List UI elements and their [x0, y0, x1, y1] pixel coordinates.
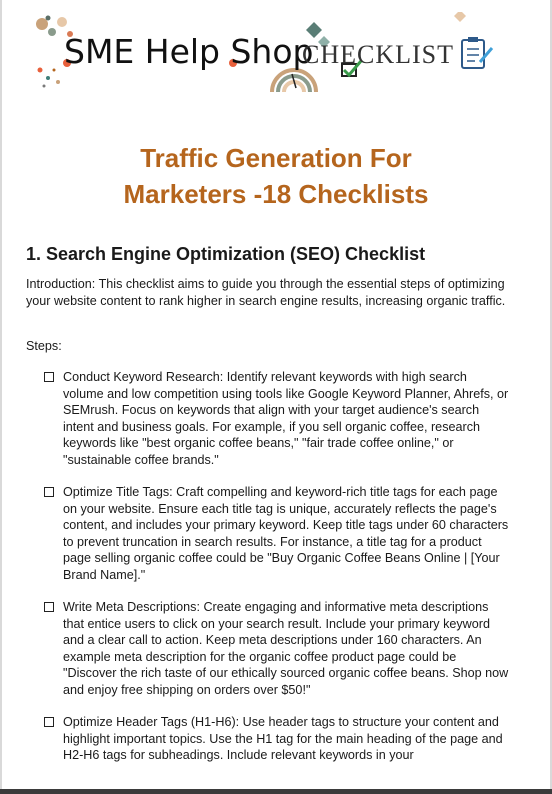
checkbox-icon[interactable] — [44, 602, 54, 612]
checkbox-icon[interactable] — [44, 717, 54, 727]
item-text: Craft compelling and keyword-rich title tags for each page on your website. Ensure each title tag is unique, accurately reflects the page's content, and includes your primary keyword. Keep title tags under 60 characters to prevent truncation in search results. For instance, a title tag for a product page selling organic coffee could be "Buy Organic Coffee Beans Online | [Your Brand Name]." — [63, 485, 509, 582]
page-edge-left — [0, 0, 2, 794]
page-title — [0, 140, 552, 212]
bottom-bar — [0, 789, 552, 794]
checkbox-icon[interactable] — [44, 487, 54, 497]
intro-label: Introduction: — [26, 277, 96, 291]
item-text: Identify relevant keywords with high search volume and low competition using tools like Google Keyword Planner, Ahrefs, or SEMrush. Focus on keywords that align with your target audience's search intent and business goals. For example, if you sell organic coffee, research keywords like "best organic coffee beans," "fair trade coffee online," or "sustainable coffee brands." — [63, 370, 509, 467]
checkbox-icon[interactable] — [44, 372, 54, 382]
header-logo — [34, 12, 504, 100]
item-text: Create engaging and informative meta descriptions that entice users to click on your search result. Include your primary keyword and a clear call to action. Keep meta descriptions under 160 characters. An example meta description for the organic coffee product page could be "Discover the rich taste of our ethically sourced organic coffee beans. Shop now and enjoy free shipping on orders over $50!" — [63, 600, 509, 697]
page-title-line-1: Traffic Generation For — [140, 143, 412, 173]
steps-label: Steps: — [26, 339, 62, 353]
checklist-item — [44, 599, 509, 698]
checklist-badge: CHECKLIST — [302, 40, 454, 69]
item-title: Optimize Title Tags: — [63, 485, 173, 499]
checklist-item — [44, 714, 509, 764]
item-title: Conduct Keyword Research: — [63, 370, 224, 384]
brand-name: SME Help Shop — [64, 32, 314, 71]
intro-paragraph — [26, 276, 521, 309]
checklist-items — [44, 369, 509, 780]
intro-text: This checklist aims to guide you through the essential steps of optimizing your website content to rank higher in search engine results, increasing organic traffic. — [26, 277, 506, 308]
checklist-item — [44, 484, 509, 583]
page-title-line-2: Marketers -18 Checklists — [123, 179, 429, 209]
checklist-item — [44, 369, 509, 468]
item-text: Use header tags to structure your content and highlight important topics. Use the H1 tag for the main heading of the page and H2-H6 tags for subheadings. Include relevant keywords in your — [63, 715, 503, 762]
section-heading: 1. Search Engine Optimization (SEO) Checklist — [26, 244, 426, 264]
item-title: Write Meta Descriptions: — [63, 600, 200, 614]
item-title: Optimize Header Tags (H1-H6): — [63, 715, 240, 729]
